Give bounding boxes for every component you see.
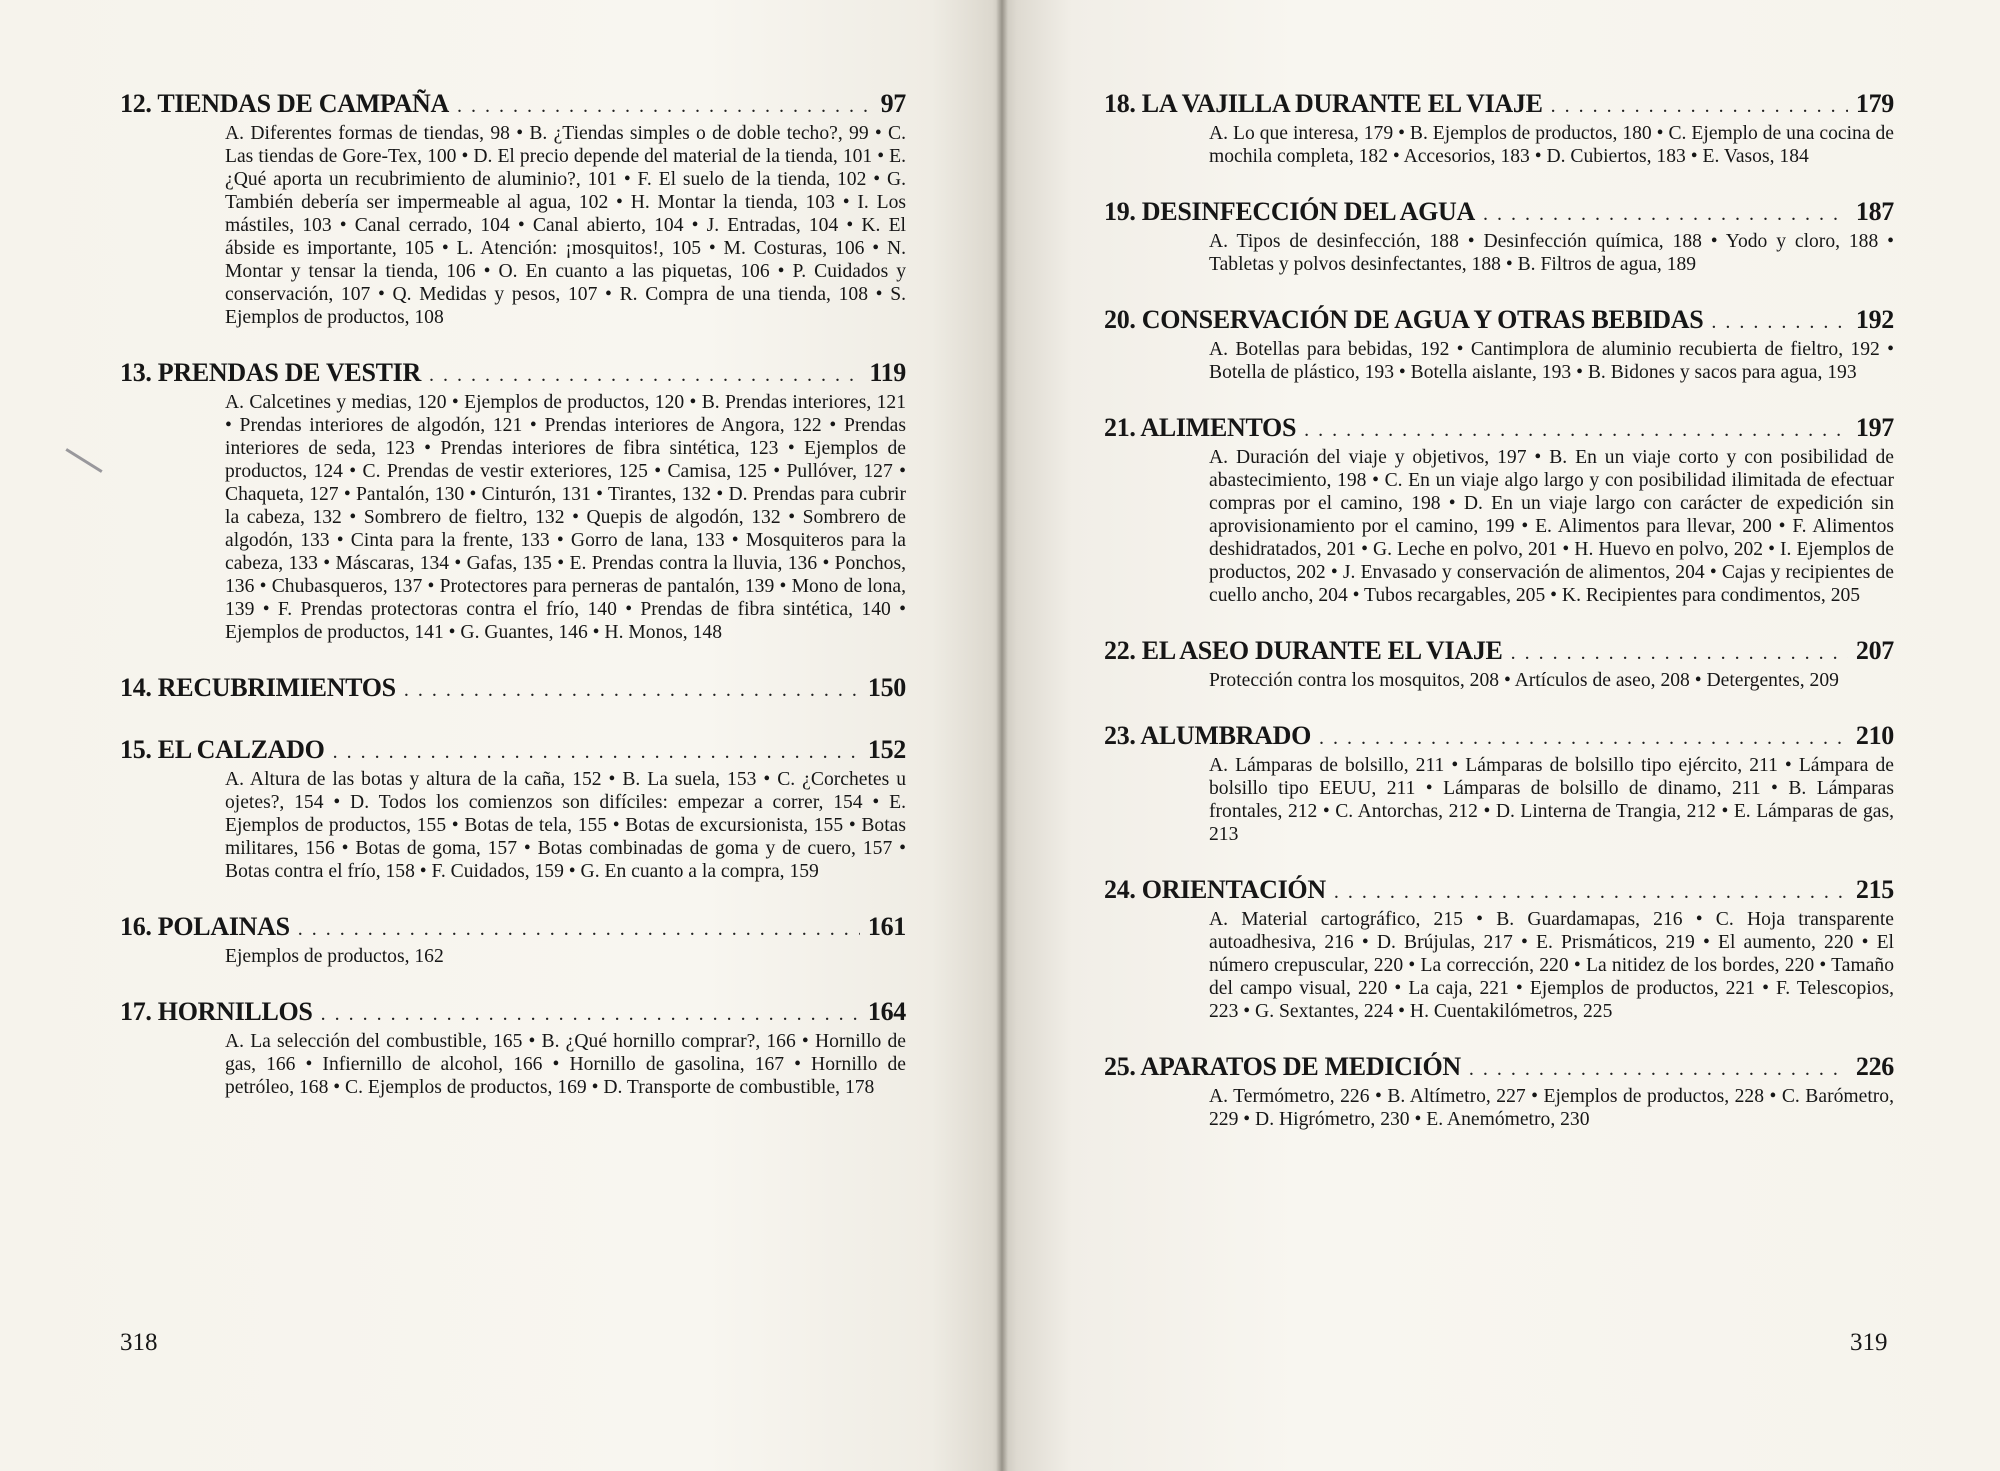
- leader-dots: [1711, 306, 1847, 338]
- right-toc-column: [1104, 88, 1894, 1159]
- chapter-title: 12. TIENDAS DE CAMPAÑA: [120, 89, 450, 118]
- chapter-subtopics: Ejemplos de productos, 162: [225, 946, 444, 967]
- toc-entry-20: [1104, 304, 1894, 384]
- chapter-page: 187: [1855, 197, 1894, 226]
- chapter-title: 20. CONSERVACIÓN DE AGUA Y OTRAS BEBIDAS: [1104, 305, 1704, 334]
- chapter-page: 197: [1855, 413, 1894, 442]
- right-page: [1002, 0, 2000, 1471]
- chapter-page: 161: [867, 912, 906, 941]
- leader-dots: [457, 90, 873, 122]
- leader-dots: [298, 913, 860, 945]
- toc-heading[interactable]: [1104, 304, 1894, 338]
- toc-heading[interactable]: [1104, 88, 1894, 122]
- toc-entry-12: [120, 88, 906, 329]
- chapter-subtopics: A. Duración del viaje y objetivos, 197 • B. En un viaje corto y con posibilidad de abastecimiento, 198 • C. En un viaje algo largo y con posibilidad ilimitada de efectuar compras por el camino, 198 • D. En un viaje largo con carácter de expedición sin aprovisionamiento por el camino, 199 • E. Alimentos para llevar, 200 • F. Alimentos deshidratados, 201 • G. Leche en polvo, 201 • H. Huevo en polvo, 202 • I. Ejemplos de productos, 202 • J. Envasado y conservación de alimentos, 204 • Cajas y recipientes de cuello ancho, 204 • Tubos recargables, 205 • K. Recipientes para condimentos, 205: [1209, 447, 1894, 606]
- chapter-subtopics: A. Altura de las botas y altura de la caña, 152 • B. La suela, 153 • C. ¿Corchetes u ojetes?, 154 • D. Todos los comienzos son difíciles: empezar a correr, 154 • E. Ejemplos de productos, 155 • Botas de tela, 155 • Botas de excursionista, 155 • Botas militares, 156 • Botas de goma, 157 • Botas combinadas de goma y de cuero, 157 • Botas contra el frío, 158 • F. Cuidados, 159 • G. En cuanto a la compra, 159: [225, 769, 906, 882]
- chapter-title: 14. RECUBRIMIENTOS: [120, 673, 396, 702]
- chapter-page: 210: [1855, 721, 1894, 750]
- leader-dots: [1304, 414, 1848, 446]
- chapter-subtopics: A. Tipos de desinfección, 188 • Desinfección química, 188 • Yodo y cloro, 188 • Tabletas y polvos desinfectantes, 188 • B. Filtros de agua, 189: [1209, 231, 1894, 275]
- leader-dots: [1511, 637, 1848, 669]
- chapter-title: 15. EL CALZADO: [120, 735, 325, 764]
- toc-entry-24: [1104, 874, 1894, 1023]
- chapter-subtopics: Protección contra los mosquitos, 208 • Artículos de aseo, 208 • Detergentes, 209: [1209, 670, 1839, 691]
- leader-dots: [1334, 876, 1848, 908]
- chapter-page: 226: [1855, 1052, 1894, 1081]
- toc-entry-15: [120, 734, 906, 883]
- chapter-page: 215: [1855, 875, 1894, 904]
- toc-entry-13: [120, 357, 906, 644]
- toc-entry-17: [120, 996, 906, 1099]
- chapter-subtopics: A. La selección del combustible, 165 • B. ¿Qué hornillo comprar?, 166 • Hornillo de gas, 166 • Infiernillo de alcohol, 166 • Hornillo de gasolina, 167 • Hornillo de petróleo, 168 • C. Ejemplos de productos, 169 • D. Transporte de combustible, 178: [225, 1031, 906, 1098]
- chapter-page: 97: [880, 89, 906, 118]
- toc-heading[interactable]: [1104, 874, 1894, 908]
- leader-dots: [1483, 198, 1848, 230]
- toc-heading[interactable]: [120, 88, 906, 122]
- toc-heading[interactable]: [1104, 635, 1894, 669]
- chapter-title: 13. PRENDAS DE VESTIR: [120, 358, 421, 387]
- toc-heading[interactable]: [1104, 196, 1894, 230]
- page-number: 319: [1850, 1329, 1888, 1356]
- toc-heading[interactable]: [1104, 720, 1894, 754]
- chapter-page: 150: [867, 673, 906, 702]
- toc-heading[interactable]: [120, 911, 906, 945]
- leader-dots: [1469, 1053, 1848, 1085]
- chapter-title: 17. HORNILLOS: [120, 997, 313, 1026]
- chapter-title: 16. POLAINAS: [120, 912, 290, 941]
- chapter-page: 119: [869, 358, 906, 387]
- chapter-title: 24. ORIENTACIÓN: [1104, 875, 1326, 904]
- chapter-subtopics: A. Botellas para bebidas, 192 • Cantimplora de aluminio recubierta de fieltro, 192 • Botella de plástico, 193 • Botella aislante, 193 • B. Bidones y sacos para agua, 193: [1209, 339, 1894, 383]
- page-number: 318: [120, 1329, 158, 1356]
- chapter-subtopics: A. Termómetro, 226 • B. Altímetro, 227 • Ejemplos de productos, 228 • C. Barómetro, 229 • D. Higrómetro, 230 • E. Anemómetro, 230: [1209, 1086, 1894, 1130]
- chapter-subtopics: A. Diferentes formas de tiendas, 98 • B. ¿Tiendas simples o de doble techo?, 99 • C. Las tiendas de Gore-Tex, 100 • D. El precio depende del material de la tienda, 101 • E. ¿Qué aporta un recubrimiento de aluminio?, 101 • F. El suelo de la tienda, 102 • G. También debería ser impermeable al agua, 102 • H. Montar la tienda, 103 • I. Los mástiles, 103 • Canal cerrado, 104 • Canal abierto, 104 • J. Entradas, 104 • K. El ábside es importante, 105 • L. Atención: ¡mosquitos!, 105 • M. Costuras, 106 • N. Montar y tensar la tienda, 106 • O. En cuanto a las piquetas, 106 • P. Cuidados y conservación, 107 • Q. Medidas y pesos, 107 • R. Compra de una tienda, 108 • S. Ejemplos de productos, 108: [225, 123, 906, 328]
- toc-heading[interactable]: [120, 672, 906, 706]
- toc-entry-22: [1104, 635, 1894, 692]
- paper-mark: [65, 448, 102, 473]
- toc-heading[interactable]: [1104, 1051, 1894, 1085]
- chapter-subtopics: A. Calcetines y medias, 120 • Ejemplos de productos, 120 • B. Prendas interiores, 121 • Prendas interiores de algodón, 121 • Prendas interiores de Angora, 122 • Prendas interiores de seda, 123 • Prendas interiores de fibra sintética, 123 • Ejemplos de productos, 124 • C. Prendas de vestir exteriores, 125 • Camisa, 125 • Pullóver, 127 • Chaqueta, 127 • Pantalón, 130 • Cinturón, 131 • Tirantes, 132 • D. Prendas para cubrir la cabeza, 132 • Sombrero de fieltro, 132 • Quepis de algodón, 132 • Sombrero de algodón, 133 • Cinta para la frente, 133 • Gorro de lana, 133 • Mosquiteros para la cabeza, 133 • Máscaras, 134 • Gafas, 135 • E. Prendas contra la lluvia, 136 • Ponchos, 136 • Chubasqueros, 137 • Protectores para perneras de pantalón, 139 • Mono de lona, 139 • F. Prendas protectoras contra el frío, 140 • Prendas de fibra sintética, 140 • Ejemplos de productos, 141 • G. Guantes, 146 • H. Monos, 148: [225, 392, 906, 643]
- toc-entry-25: [1104, 1051, 1894, 1131]
- leader-dots: [1551, 90, 1848, 122]
- leader-dots: [429, 359, 861, 391]
- leader-dots: [321, 998, 860, 1030]
- toc-entry-21: [1104, 412, 1894, 607]
- chapter-subtopics: A. Lo que interesa, 179 • B. Ejemplos de productos, 180 • C. Ejemplo de una cocina de mochila completa, 182 • Accesorios, 183 • D. Cubiertos, 183 • E. Vasos, 184: [1209, 123, 1894, 167]
- chapter-title: 23. ALUMBRADO: [1104, 721, 1311, 750]
- toc-heading[interactable]: [120, 734, 906, 768]
- chapter-page: 179: [1855, 89, 1894, 118]
- left-toc-column: [120, 88, 906, 1127]
- chapter-page: 207: [1855, 636, 1894, 665]
- chapter-title: 18. LA VAJILLA DURANTE EL VIAJE: [1104, 89, 1543, 118]
- book-gutter: [996, 0, 1008, 1471]
- chapter-title: 22. EL ASEO DURANTE EL VIAJE: [1104, 636, 1503, 665]
- chapter-title: 19. DESINFECCIÓN DEL AGUA: [1104, 197, 1476, 226]
- toc-entry-16: [120, 911, 906, 968]
- toc-entry-23: [1104, 720, 1894, 846]
- toc-heading[interactable]: [120, 996, 906, 1030]
- chapter-page: 152: [867, 735, 906, 764]
- leader-dots: [1319, 722, 1848, 754]
- toc-entry-18: [1104, 88, 1894, 168]
- leader-dots: [404, 674, 860, 706]
- toc-entry-14: [120, 672, 906, 706]
- chapter-page: 164: [867, 997, 906, 1026]
- chapter-title: 21. ALIMENTOS: [1104, 413, 1297, 442]
- chapter-title: 25. APARATOS DE MEDICIÓN: [1104, 1052, 1461, 1081]
- chapter-subtopics: A. Material cartográfico, 215 • B. Guardamapas, 216 • C. Hoja transparente autoadhesiva, 216 • D. Brújulas, 217 • E. Prismáticos, 219 • El aumento, 220 • El número crepuscular, 220 • La corrección, 220 • La nitidez de los bordes, 220 • Tamaño del campo visual, 220 • La caja, 221 • Ejemplos de productos, 221 • F. Telescopios, 223 • G. Sextantes, 224 • H. Cuentakilómetros, 225: [1209, 909, 1894, 1022]
- leader-dots: [333, 736, 860, 768]
- chapter-page: 192: [1855, 305, 1894, 334]
- toc-heading[interactable]: [1104, 412, 1894, 446]
- toc-heading[interactable]: [120, 357, 906, 391]
- toc-entry-19: [1104, 196, 1894, 276]
- chapter-subtopics: A. Lámparas de bolsillo, 211 • Lámparas de bolsillo tipo ejército, 211 • Lámpara de bolsillo tipo EEUU, 211 • Lámparas de bolsillo de dinamo, 211 • B. Lámparas frontales, 212 • C. Antorchas, 212 • D. Linterna de Trangia, 212 • E. Lámparas de gas, 213: [1209, 755, 1894, 845]
